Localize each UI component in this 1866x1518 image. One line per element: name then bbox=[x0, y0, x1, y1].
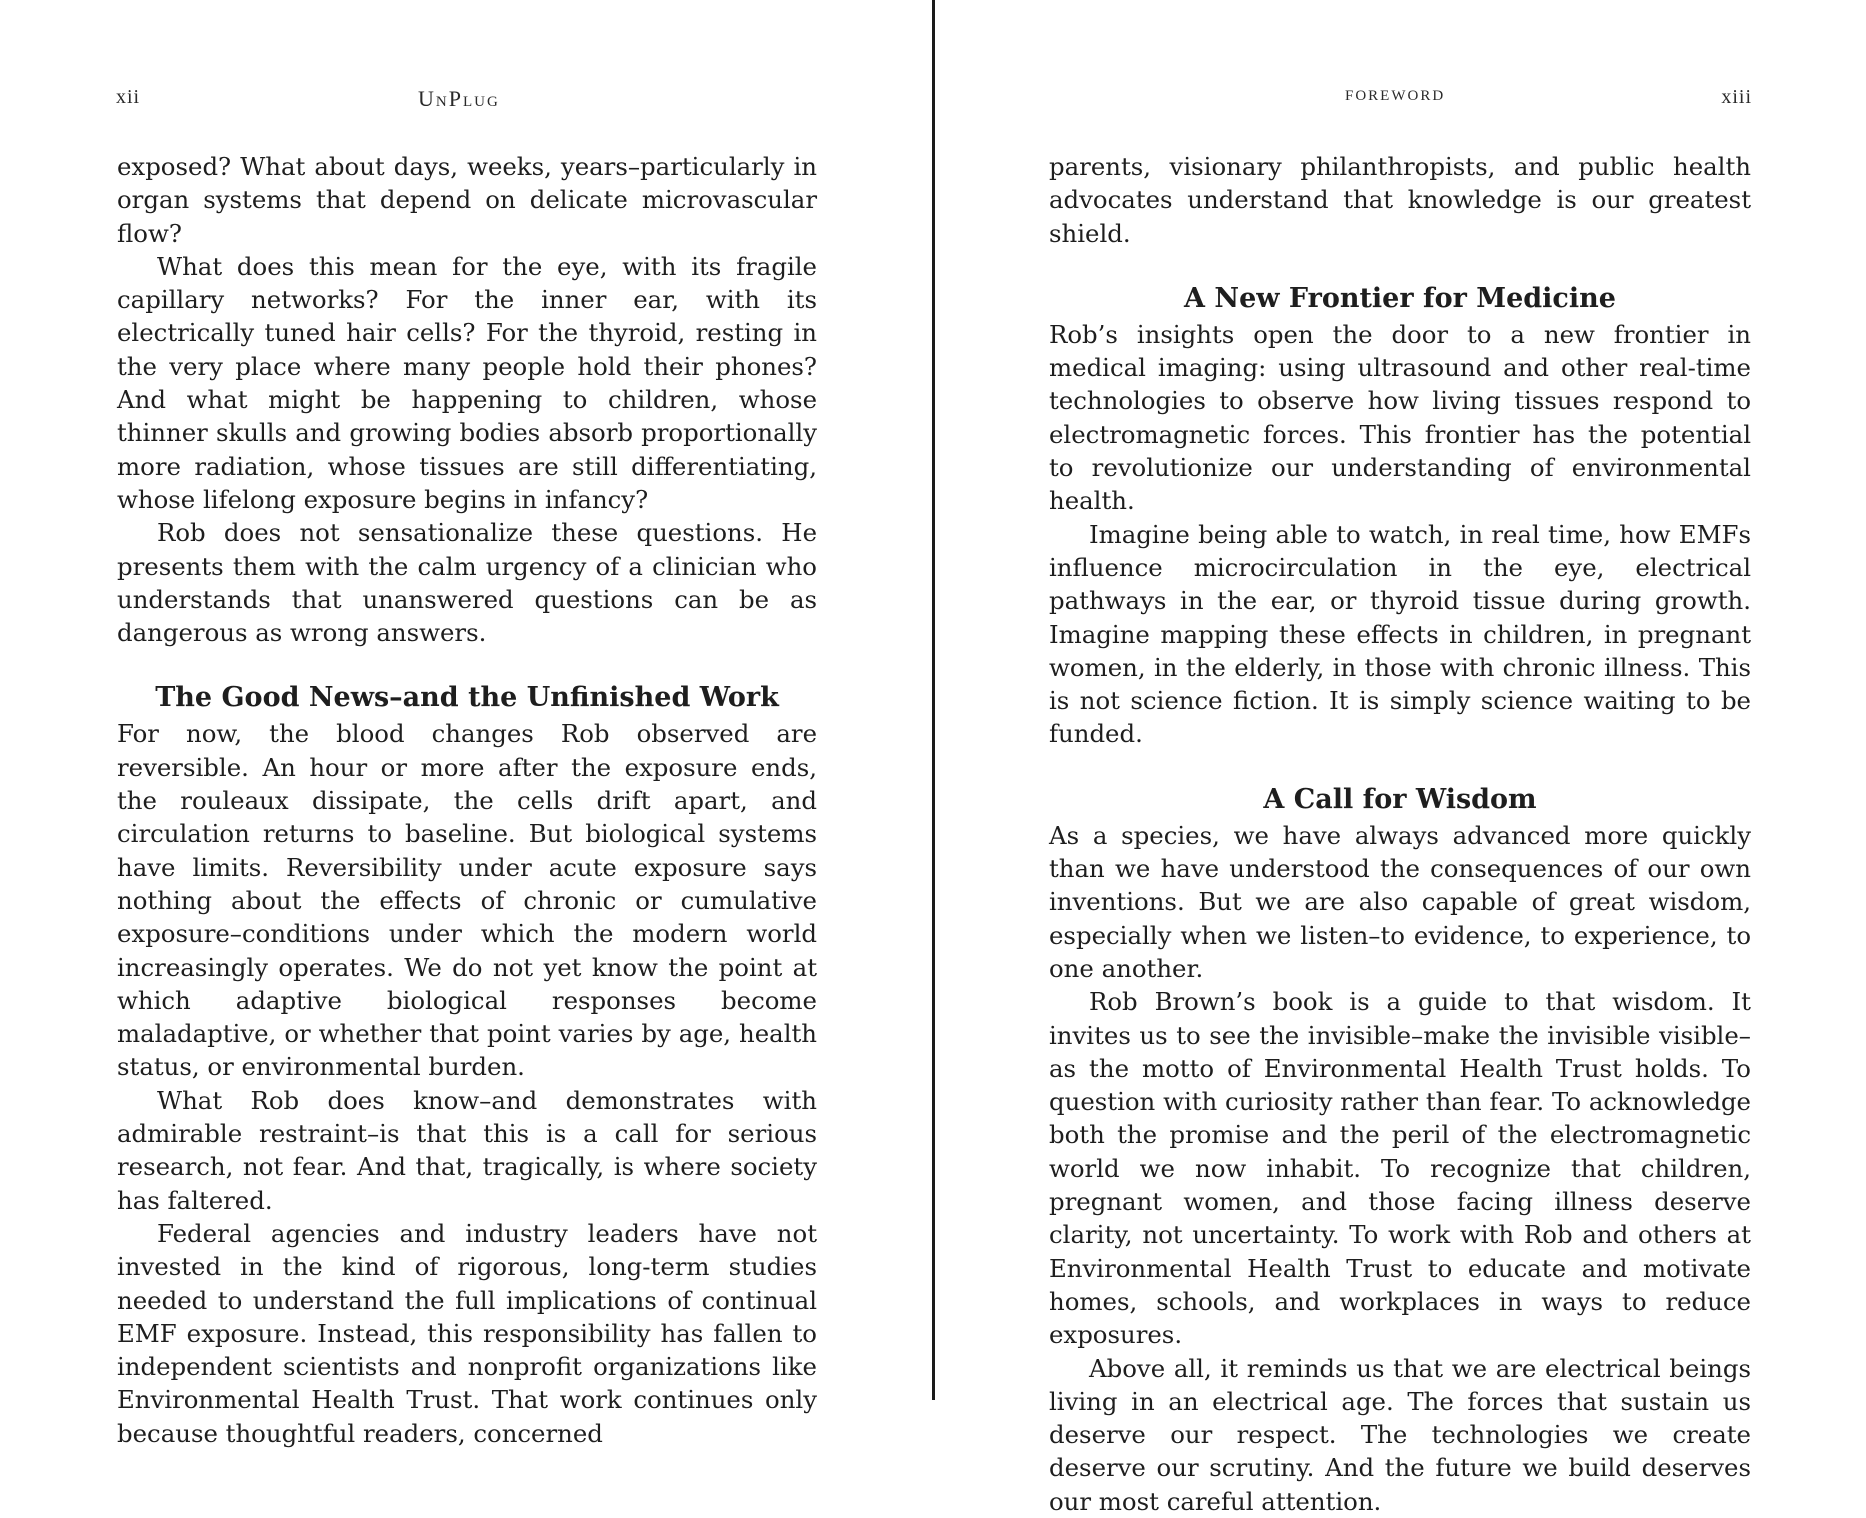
right-page bbox=[936, 0, 1866, 1516]
paragraph: Imagine being able to watch, in real time, how EMFs influence microcirculation in the eye, electrical pathways in the ear, or thyroid tissue during growth. Imagine mapping these effects in children, in pregnant women, in the elderly, in those with chronic illness. This is not science fiction. It is simply science waiting to be funded. bbox=[1049, 519, 1751, 749]
left-page bbox=[0, 0, 932, 1448]
paragraph: Rob’s insights open the door to a new frontier in medical imaging: using ultrasound and other real-time technologies to observe how living tissues respond to electromagnetic forces. This frontier has the potential to revolutionize our understanding of environmental health. bbox=[1049, 319, 1751, 516]
body-text bbox=[1049, 150, 1751, 1518]
spine-divider bbox=[932, 0, 935, 1400]
paragraph: As a species, we have always advanced more quickly than we have understood the consequences of our own inventions. But we are also capable of great wisdom, especially when we listen–to evidence, to experience, to one another. bbox=[1049, 820, 1751, 983]
section-heading: A Call for Wisdom bbox=[1263, 783, 1537, 815]
section-heading: A New Frontier for Medicine bbox=[1184, 282, 1616, 314]
paragraph: What does this mean for the eye, with its fragile capillary networks? For the inner ear, with its electrically tuned hair cells? For the thyroid, resting in the very place where many people hold their phones? And what might be happening to children, whose thinner skulls and growing bodies absorb proportionally more radiation, whose tissues are still differentiating, whose lifelong exposure begins in infancy? bbox=[117, 251, 817, 514]
paragraph: What Rob does know–and demonstrates with admirable restraint–is that this is a call for serious research, not fear. And that, tragically, is where society has faltered. bbox=[117, 1085, 817, 1215]
section-heading: The Good News–and the Unfinished Work bbox=[155, 682, 779, 714]
body-text bbox=[117, 150, 817, 1450]
paragraph: exposed? What about days, weeks, years–particularly in organ systems that depend on delicate microvascular flow? bbox=[117, 152, 817, 248]
page-number: xiii bbox=[1721, 86, 1752, 108]
paragraph: parents, visionary philanthropists, and public health advocates understand that knowledge is our greatest shield. bbox=[1049, 152, 1751, 248]
running-title: FOREWORD bbox=[1345, 88, 1446, 104]
paragraph: Rob Brown’s book is a guide to that wisdom. It invites us to see the invisible–make the invisible visible–as the motto of Environmental Health Trust holds. To question with curiosity rather than fear. To acknowledge both the promise and the peril of the electromagnetic world we now inhabit. To recognize that children, pregnant women, and those facing illness deserve clarity, not uncertainty. To work with Rob and others at Environmental Health Trust to educate and motivate homes, schools, and workplaces in ways to reduce exposures. bbox=[1049, 987, 1751, 1350]
paragraph: Federal agencies and industry leaders have not invested in the kind of rigorous, long-term studies needed to understand the full implications of continual EMF exposure. Instead, this responsibility has fallen to independent scientists and nonprofit organizations like Environmental Health Trust. That work continues only because thoughtful readers, concerned bbox=[117, 1218, 817, 1448]
running-title: UnPlug bbox=[418, 86, 500, 111]
paragraph: Above all, it reminds us that we are electrical beings living in an electrical age. The forces that sustain us deserve our respect. The technologies we create deserve our scrutiny. And the future we build deserves our most careful attention. bbox=[1049, 1353, 1751, 1516]
page-number: xii bbox=[116, 86, 141, 108]
paragraph: For now, the blood changes Rob observed are reversible. An hour or more after the exposure ends, the rouleaux dissipate, the cells drift apart, and circulation returns to baseline. But biological systems have limits. Reversibility under acute exposure says nothing about the effects of chronic or cumulative exposure–conditions under which the modern world increasingly operates. We do not yet know the point at which adaptive biological responses become maladaptive, or whether that point varies by age, health status, or environmental burden. bbox=[117, 719, 817, 1082]
paragraph: Rob does not sensationalize these questions. He presents them with the calm urgency of a clinician who understands that unanswered questions can be as dangerous as wrong answers. bbox=[117, 518, 817, 648]
